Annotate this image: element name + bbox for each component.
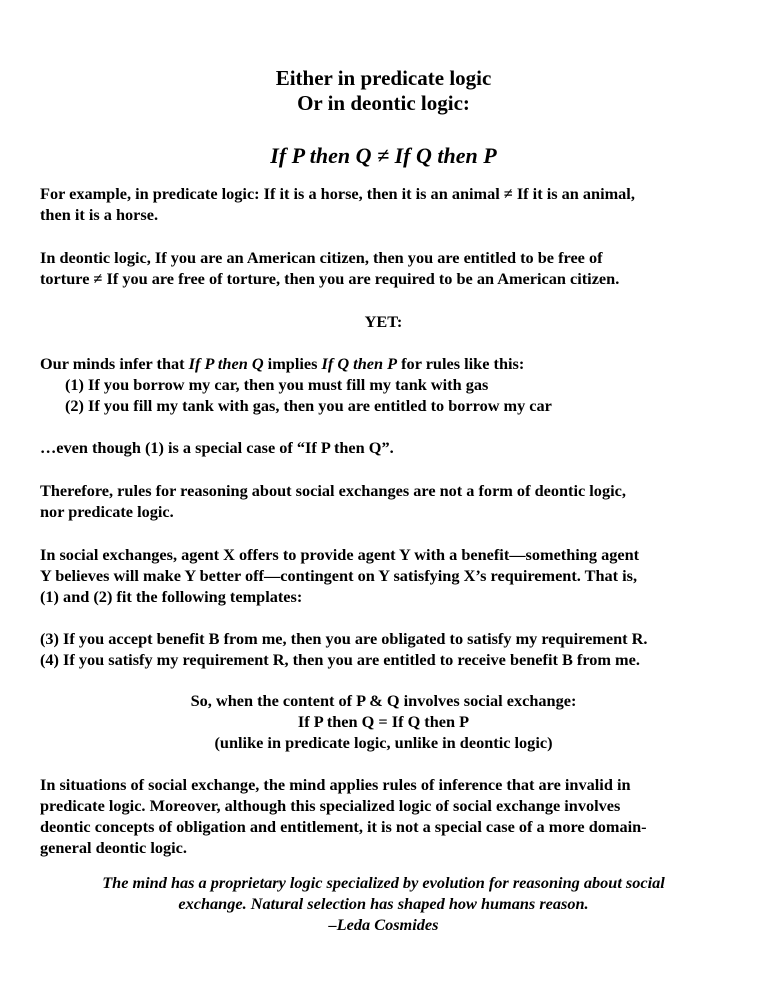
text: Our minds infer that <box>40 354 189 373</box>
text-line: (1) and (2) fit the following templates: <box>40 587 303 606</box>
template-4: (4) If you satisfy my requirement R, then you are entitled to receive benefit B from me. <box>40 650 640 669</box>
closing-quote <box>0 872 767 935</box>
text-line: deontic concepts of obligation and entitlement, it is not a special case of a more domain- <box>40 817 647 836</box>
heading <box>0 66 767 116</box>
italic-term: If Q then P <box>321 354 398 373</box>
paragraph-predicate-example <box>40 183 740 225</box>
paragraph-social-exchange <box>40 544 740 607</box>
italic-term: If P then Q <box>188 354 264 373</box>
heading-line-2: Or in deontic logic: <box>297 91 470 115</box>
text-line: predicate logic. Moreover, although this specialized logic of social exchange involves <box>40 796 621 815</box>
conclusion-formula: If P then Q = If Q then P <box>297 712 470 731</box>
text-line: In social exchanges, agent X offers to provide agent Y with a benefit—something agent <box>40 545 640 564</box>
conclusion-block <box>0 690 767 753</box>
text-line: For example, in predicate logic: If it is a horse, then it is an animal ≠ If it is an animal, <box>40 184 635 203</box>
yet-label: YET: <box>364 312 403 331</box>
text-line: (unlike in predicate logic, unlike in deontic logic) <box>214 733 553 752</box>
quote-attribution: –Leda Cosmides <box>328 915 439 934</box>
heading-line-1: Either in predicate logic <box>275 66 492 90</box>
quote-line: exchange. Natural selection has shaped how humans reason. <box>178 894 589 913</box>
text-line: So, when the content of P & Q involves social exchange: <box>190 691 577 710</box>
inference-line <box>40 353 740 374</box>
text-line: torture ≠ If you are free of torture, then you are required to be an American citizen. <box>40 269 620 288</box>
paragraph-inference <box>40 353 740 416</box>
text-line: In deontic logic, If you are an American citizen, then you are entitled to be free of <box>40 248 603 267</box>
even-though-line: …even though (1) is a special case of “If P then Q”. <box>40 438 394 457</box>
template-3: (3) If you accept benefit B from me, then you are obligated to satisfy my requirement R. <box>40 629 648 648</box>
text-line: Y believes will make Y better off—contingent on Y satisfying X’s requirement. That is, <box>40 566 638 585</box>
templates-list <box>40 628 740 670</box>
rule-2: (2) If you fill my tank with gas, then you are entitled to borrow my car <box>65 396 552 415</box>
text: implies <box>263 354 322 373</box>
main-formula: If P then Q ≠ If Q then P <box>270 143 497 168</box>
paragraph-situations <box>40 774 740 858</box>
text-line: In situations of social exchange, the mind applies rules of inference that are invalid in <box>40 775 631 794</box>
text-line: nor predicate logic. <box>40 502 174 521</box>
text-line: Therefore, rules for reasoning about social exchanges are not a form of deontic logic, <box>40 481 626 500</box>
paragraph-deontic-example <box>40 247 740 289</box>
text-line: then it is a horse. <box>40 205 159 224</box>
text-line: general deontic logic. <box>40 838 187 857</box>
paragraph-therefore <box>40 480 740 522</box>
rule-1: (1) If you borrow my car, then you must fill my tank with gas <box>65 375 489 394</box>
text: for rules like this: <box>397 354 525 373</box>
quote-line: The mind has a proprietary logic specialized by evolution for reasoning about social <box>102 873 665 892</box>
